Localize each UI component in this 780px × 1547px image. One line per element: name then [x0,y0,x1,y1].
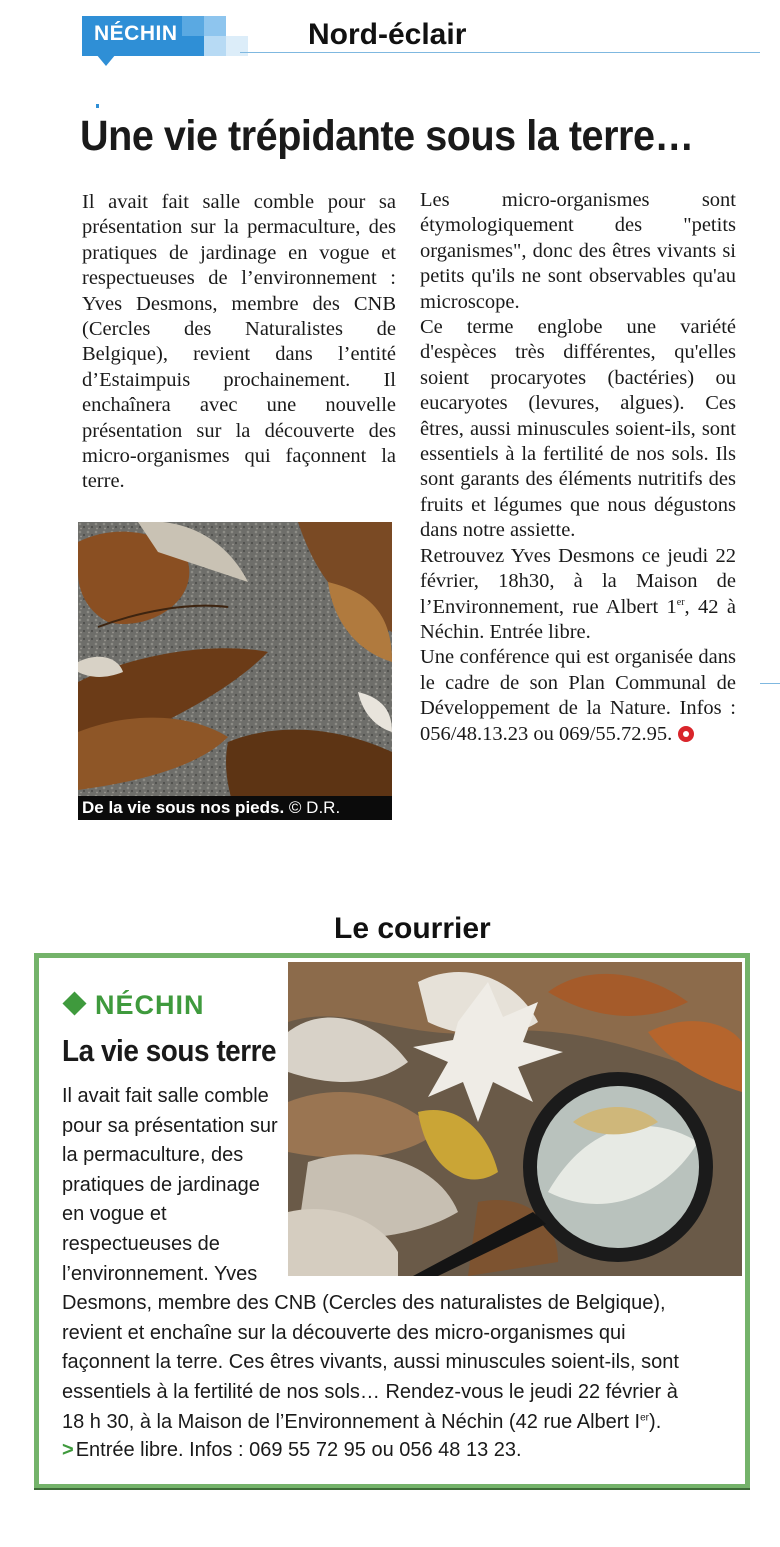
article-title: La vie sous terre [62,1033,277,1068]
section-tag-label: NÉCHIN [94,22,178,45]
diamond-icon [62,991,86,1015]
frame-bottom-shadow [34,1488,750,1490]
continued-text-block [62,1289,722,1437]
article-column-2 [420,188,736,747]
column-1-text: Il avait fait salle comble pour sa présentation sur la permaculture, des pratiques de jardinage en vogue et respectueuses de l’environnement : Yves Desmons, membre des CNB (Cercles des Naturalistes de Belgique), revient dans l’entité d’Estaimpuis prochainement. Il enchaînera avec une nouvelle présentation sur la découverte des micro-organismes qui façonnent la terre. [82,191,396,493]
event-details-end: , 42 à Néchin. Entrée libre. [420,595,736,643]
article-body [62,1082,722,1437]
arrow-icon: > [62,1439,74,1461]
column-2-paragraph-2: Ce terme englobe une variété d'espèces très différentes, qu'elles soient procaryotes (bactéries) ou eucaryotes (levures, algues). Ces êtres, aussi minuscules soient-ils, sont essentiels à la fertilité de nos sols. Ils sont garants des éléments nutritifs des fruits et légumes que nous dégustons dans notre assiette. [420,316,736,542]
publication-name: Nord-éclair [308,18,467,51]
column-2-paragraph-4 [420,645,736,747]
continued-text-end: ). [649,1410,662,1433]
event-details: Retrouvez Yves Desmons ce jeudi 22 février, 18h30, à la Maison de l’Environnement, rue Albert 1 [420,544,736,618]
ordinal-suffix: er [676,596,685,608]
section-tag-decoration [182,16,248,56]
column-2-paragraph-1: Les micro-organismes sont étymologiquement des "petits organismes", donc des êtres vivants si petits qu'ils ne sont observables qu'au microscope. [420,189,736,313]
info-line [62,1436,522,1465]
caption-text: De la vie sous nos pieds. [82,798,285,817]
section-tag-pointer [96,54,116,66]
kicker-label: NÉCHIN [95,990,205,1020]
header-rule [240,52,760,53]
margin-rule [760,683,780,684]
section-kicker [62,990,205,1021]
lead-text: Il avait fait salle comble pour sa présentation sur la permaculture, des pratiques de jardinage en vogue et respectueuses de l’environnement. Yves [62,1085,278,1285]
article-column-1 [82,190,396,495]
ordinal-suffix-2: er [640,1411,650,1423]
publication-name-2: Le courrier [334,912,491,945]
end-mark-icon [678,726,694,742]
decorative-tick [96,104,99,108]
leaves-photo [78,522,392,820]
column-2-paragraph-3 [420,544,736,646]
photo-credit: © D.R. [288,798,341,817]
continued-text: Desmons, membre des CNB (Cercles des naturalistes de Belgique), revient et enchaîne sur la découverte des micro-organismes qui façonnent la terre. Ces êtres vivants, aussi minuscules soient-ils, sont essentiels à la fertilité de nos sols… Rendez-vous le jeudi 22 février à 18 h 30, à la Maison de l’Environnement à Néchin (42 rue Albert I [62,1292,679,1433]
contact-info: Une conférence qui est organisée dans le cadre de son Plan Communal de Développement de la Nature. Infos : 056/48.13.23 ou 069/55.72.95. [420,646,736,745]
info-text: Entrée libre. Infos : 069 55 72 95 ou 056 48 13 23. [75,1439,522,1461]
photo-caption [78,796,392,820]
article-headline: Une vie trépidante sous la terre… [80,112,694,160]
